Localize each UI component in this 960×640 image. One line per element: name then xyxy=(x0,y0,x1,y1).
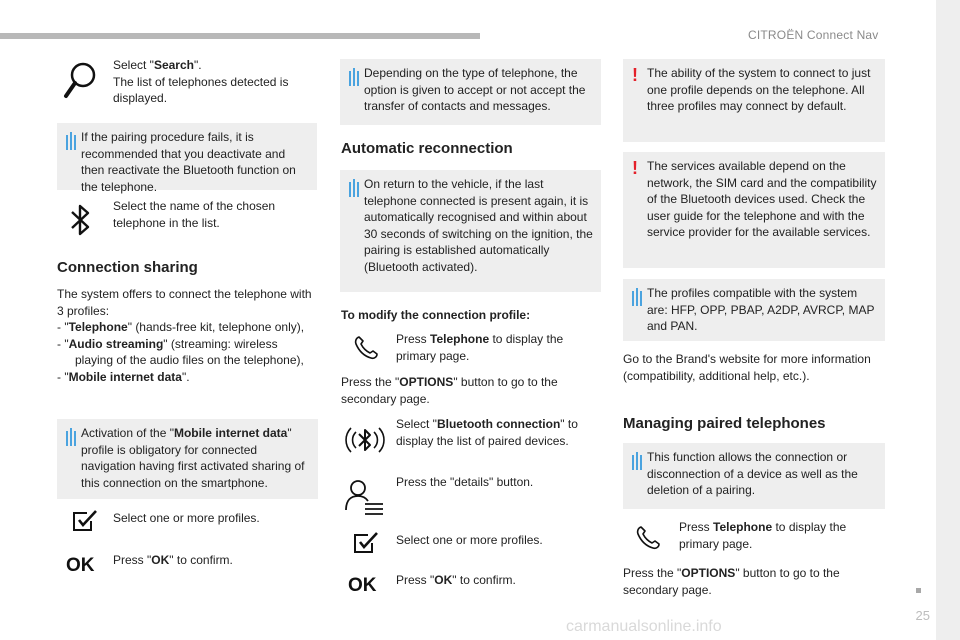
warning-services: ! The services available depend on the network, the SIM card and the compatibility of the Bluetooth devices used. Check the user guide for the telephone and with the service provider for the available services. xyxy=(623,152,885,268)
bluetooth-connection-icon xyxy=(343,418,387,462)
page-header-title: CITROËN Connect Nav xyxy=(748,28,879,42)
profile-item: - "Audio streaming" (streaming: wireless playing of the audio files on the telephone), xyxy=(57,336,304,368)
info-icon xyxy=(632,291,634,306)
side-marker xyxy=(916,588,921,593)
info-icon xyxy=(66,135,68,150)
checkbox-icon xyxy=(352,531,380,555)
modify-label: To modify the connection profile: xyxy=(341,308,531,322)
telephone-icon xyxy=(352,334,380,362)
select-profiles-text: Select one or more profiles. xyxy=(396,533,543,547)
press-options-text: Press the "OPTIONS" button to go to the secondary page. xyxy=(341,375,558,406)
side-strip xyxy=(936,0,960,640)
bluetooth-icon xyxy=(68,203,94,237)
profile-item: - "Telephone" (hands-free kit, telephone only), xyxy=(57,320,305,335)
search-icon xyxy=(60,60,100,102)
ok-icon: OK xyxy=(348,575,377,596)
info-icon xyxy=(632,455,634,470)
note-profiles-compatible: The profiles compatible with the system are: HFP, OPP, PBAP, A2DP, AVRCP, MAP and PAN. xyxy=(623,279,885,341)
heading-automatic-reconnection: Automatic reconnection xyxy=(341,140,513,157)
telephone-icon xyxy=(634,524,662,552)
brand-site-text: Go to the Brand's website for more information (compatibility, additional help, etc.). xyxy=(623,352,871,383)
watermark: carmanualsonline.info xyxy=(566,618,722,635)
details-icon xyxy=(343,476,385,518)
press-telephone-text: Press Telephone to display the primary page. xyxy=(679,520,847,551)
confirm-text: Press "OK" to confirm. xyxy=(113,553,233,567)
note-reconnect: On return to the vehicle, if the last telephone connected is present again, it is automatically recognised and within about 30 seconds of switching on the ignition, the pairing is established automatically (Bluetooth activated). xyxy=(340,170,601,292)
heading-managing-paired: Managing paired telephones xyxy=(623,415,826,432)
sharing-intro: The system offers to connect the telephone with 3 profiles: - "Telephone" (hands-free kit, telephone only), - "Audio streaming" (streaming: wireless playing of the audio files on the telephone), - "Mobile internet data". xyxy=(57,286,315,386)
note-mobile-data: Activation of the "Mobile internet data" profile is obligatory for connected navigation having first activated sharing of this connection on the smartphone. xyxy=(57,419,318,499)
press-telephone-text: Press Telephone to display the primary page. xyxy=(396,332,564,363)
profile-item: - "Mobile internet data". xyxy=(57,369,190,384)
warning-one-profile: ! The ability of the system to connect to just one profile depends on the telephone. All three profiles may connect by default. xyxy=(623,59,885,142)
info-icon xyxy=(66,431,68,446)
note-transfer: Depending on the type of telephone, the option is given to accept or not accept the transfer of contacts and messages. xyxy=(340,59,601,125)
info-icon xyxy=(349,182,351,197)
select-profiles-text: Select one or more profiles. xyxy=(113,511,260,525)
ok-icon: OK xyxy=(66,555,95,576)
checkbox-icon xyxy=(71,509,99,533)
details-text: Press the "details" button. xyxy=(396,475,534,489)
info-icon xyxy=(349,71,351,86)
heading-connection-sharing: Connection sharing xyxy=(57,259,198,276)
select-phone-text: Select the name of the chosen telephone in the list. xyxy=(113,199,276,230)
warning-icon: ! xyxy=(632,65,638,85)
search-step-text: Select "Search". The list of telephones detected is displayed. xyxy=(113,58,289,106)
press-options-text: Press the "OPTIONS" button to go to the secondary page. xyxy=(623,566,840,597)
confirm-text: Press "OK" to confirm. xyxy=(396,573,516,587)
header-rule xyxy=(0,33,480,39)
select-bluetooth-text: Select "Bluetooth connection" to display the list of paired devices. xyxy=(396,417,578,448)
note-managing: This function allows the connection or disconnection of a device as well as the deletion of a pairing. xyxy=(623,443,885,509)
page-number: 25 xyxy=(915,608,930,623)
warning-icon: ! xyxy=(632,158,638,178)
note-pairing: If the pairing procedure fails, it is recommended that you deactivate and then reactivate the Bluetooth function on the telephone. xyxy=(57,123,317,190)
